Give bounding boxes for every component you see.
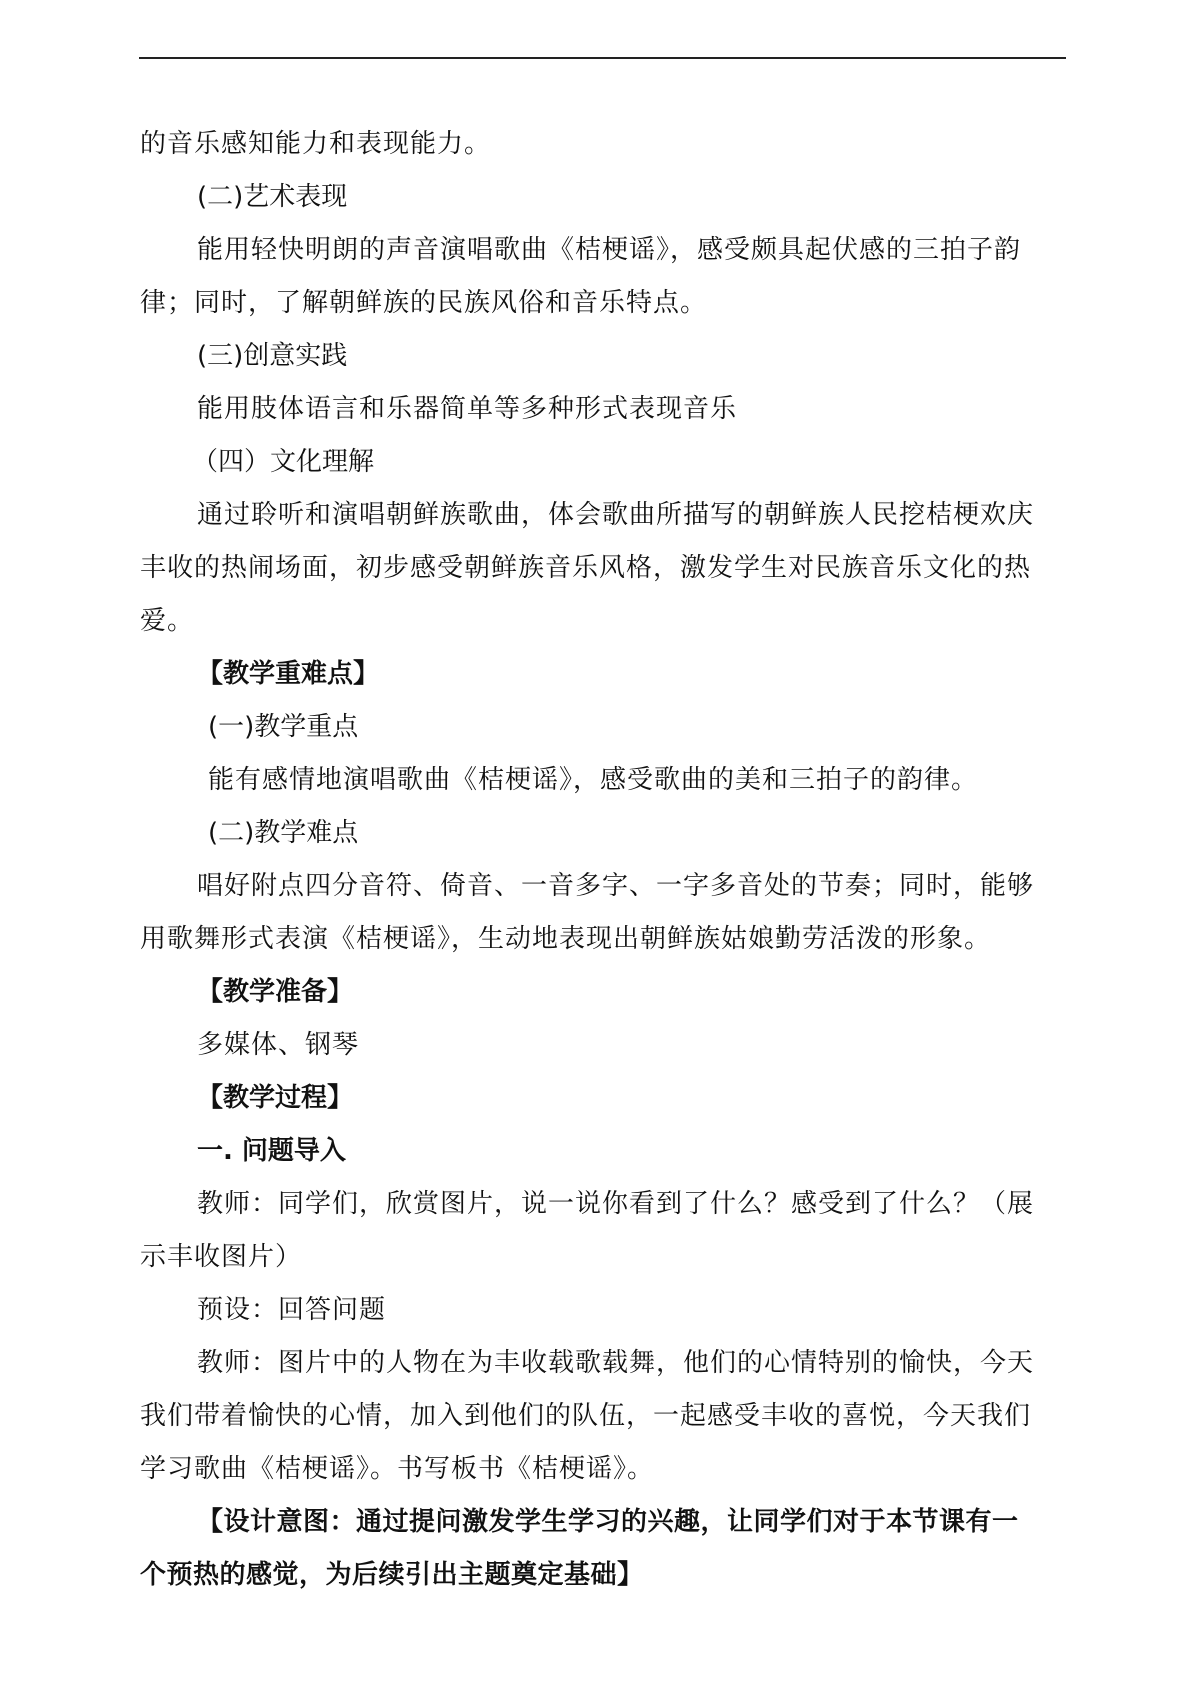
subheading-cultural-understanding: （四）文化理解 — [192, 447, 375, 477]
section-heading-key-points: 【教学重难点】 — [197, 659, 380, 689]
body-text: 学习歌曲《桔梗谣》。书写板书《桔梗谣》。 — [140, 1454, 655, 1484]
body-text: 多媒体、钢琴 — [197, 1030, 360, 1060]
body-text: 唱好附点四分音符、倚音、一音多字、一字多音处的节奏；同时，能够 — [197, 871, 1035, 901]
step-heading-introduction: 一. 问题导入 — [197, 1136, 346, 1166]
design-intent: 个预热的感觉，为后续引出主题奠定基础】 — [140, 1560, 644, 1590]
design-intent: 【设计意图：通过提问激发学生学习的兴趣，让同学们对于本节课有一 — [197, 1507, 1019, 1537]
body-text: 丰收的热闹场面，初步感受朝鲜族音乐风格，激发学生对民族音乐文化的热 — [140, 553, 1032, 583]
document-body — [140, 118, 1068, 1602]
body-text: 示丰收图片） — [140, 1242, 303, 1272]
body-text: 的音乐感知能力和表现能力。 — [140, 129, 492, 159]
subheading-art-expression: (二)艺术表现 — [197, 182, 348, 212]
body-text: 能用肢体语言和乐器简单等多种形式表现音乐 — [197, 394, 738, 424]
body-text: 通过聆听和演唱朝鲜族歌曲，体会歌曲所描写的朝鲜族人民挖桔梗欢庆 — [197, 500, 1035, 530]
body-text: 能有感情地演唱歌曲《桔梗谣》，感受歌曲的美和三拍子的韵律。 — [208, 765, 979, 795]
header-rule — [139, 57, 1066, 59]
body-text: 能用轻快明朗的声音演唱歌曲《桔梗谣》，感受颇具起伏感的三拍子韵 — [197, 235, 1022, 265]
body-text: 用歌舞形式表演《桔梗谣》，生动地表现出朝鲜族姑娘勤劳活泼的形象。 — [140, 924, 992, 954]
body-text: 教师：同学们，欣赏图片，说一说你看到了什么？感受到了什么？（展 — [197, 1189, 1035, 1219]
subheading-creative-practice: (三)创意实践 — [197, 341, 348, 371]
subheading-key-point: (一)教学重点 — [208, 712, 359, 742]
section-heading-preparation: 【教学准备】 — [197, 977, 354, 1007]
subheading-difficulty: (二)教学难点 — [208, 818, 359, 848]
body-text: 我们带着愉快的心情，加入到他们的队伍，一起感受丰收的喜悦，今天我们 — [140, 1401, 1032, 1431]
body-text: 教师：图片中的人物在为丰收载歌载舞，他们的心情特别的愉快，今天 — [197, 1348, 1035, 1378]
body-text: 爱。 — [140, 606, 195, 636]
body-text: 预设：回答问题 — [197, 1295, 387, 1325]
section-heading-process: 【教学过程】 — [197, 1083, 354, 1113]
body-text: 律；同时，了解朝鲜族的民族风俗和音乐特点。 — [140, 288, 708, 318]
